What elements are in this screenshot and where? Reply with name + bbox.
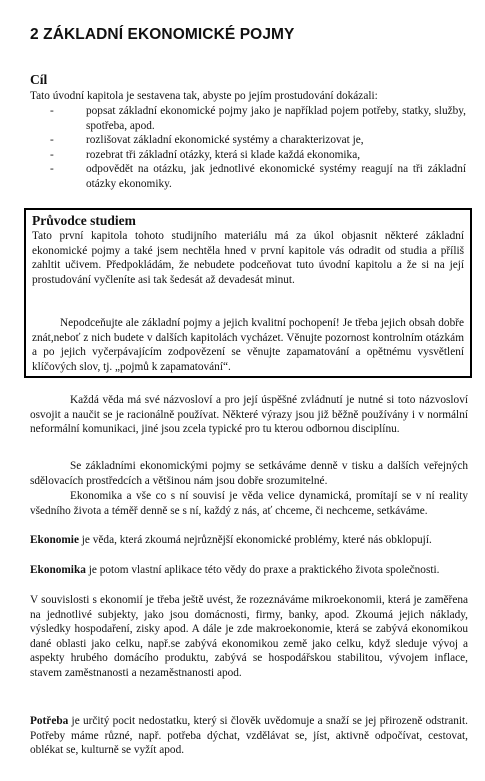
body-paragraph: Ekonomika a vše co s ní souvisí je věda velice dynamická, promítají se v ní reality všedního života a téměř denně se s ní, každý z nás, ať chceme, či nechceme, setkáváme. bbox=[30, 490, 468, 517]
goal-item-text: rozebrat tři základní otázky, která si klade každá ekonomika, bbox=[86, 148, 361, 161]
goal-intro: Tato úvodní kapitola je sestavena tak, abyste po jejím prostudování dokázali: bbox=[30, 90, 378, 102]
goal-item bbox=[30, 104, 466, 133]
body-paragraph: Každá věda má své názvosloví a pro její úspěšné zvládnutí je nutné si toto názvosloví osvojit a naučit se je racionálně používat. Některé výrazy jsou již běžně používány i v normální neformální komunikaci, jiné jsou zcela typické pro tu kterou odbornou disciplínu. bbox=[30, 394, 468, 435]
goal-item-text: odpovědět na otázku, jak jednotlivé ekonomické systémy reagují na tři základní otázky ekonomiky. bbox=[86, 163, 466, 190]
chapter-title: 2 ZÁKLADNÍ EKONOMICKÉ POJMY bbox=[30, 26, 295, 43]
dash-bullet: - bbox=[50, 148, 54, 161]
goal-item-text: rozlišovat základní ekonomické systémy a charakterizovat je, bbox=[86, 134, 364, 146]
study-guide-box bbox=[24, 208, 472, 378]
term-potreba: Potřeba bbox=[30, 715, 69, 727]
definition-text: je věda, která zkoumá nejrůznější ekonomické problémy, které nás obklopují. bbox=[78, 534, 432, 546]
body-paragraph: Se základními ekonomickými pojmy se setkáváme denně v tisku a dalších veřejných sdělovacích prostředcích a většinou nám jsou dobře srozumitelné. bbox=[30, 460, 468, 487]
study-guide-paragraph: Tato první kapitola tohoto studijního materiálu má za úkol objasnit některé základní ekonomické pojmy a také jsem nechtěla hned v první kapitole vás odradit od studia a příliš zahltit učivem. Předpokládám, že nebudete podceňovat tuto úvodní kapitolu a že si na její prostudování vyčleníte asi tak šedesát až devadesát minut. bbox=[32, 230, 464, 286]
dash-bullet: - bbox=[50, 134, 54, 146]
study-guide-paragraph: Nepodceňujte ale základní pojmy a jejich kvalitní pochopení! Je třeba jejich obsah dobře znát,neboť z nich budete v dalších kapitolách vycházet. Věnujte pozornost kontrolním otázkám a po jejich vyčerpávajícím zodpovězení se věnujte zapamatování a opětnému vysvětlení klíčových slov, tj. „pojmů k zapamatování“. bbox=[32, 317, 464, 373]
goal-item-text: popsat základní ekonomické pojmy jako je například pojem potřeby, statky, služby, spotřeba, apod. bbox=[86, 105, 466, 132]
definition-potreba bbox=[30, 714, 468, 758]
study-guide-title: Průvodce studiem bbox=[32, 213, 136, 228]
definition-ekonomika bbox=[30, 563, 468, 578]
term-ekonomika: Ekonomika bbox=[30, 564, 86, 576]
goal-item bbox=[30, 133, 466, 148]
definition-ekonomie bbox=[30, 533, 468, 548]
term-ekonomie: Ekonomie bbox=[30, 534, 79, 546]
goal-list bbox=[30, 104, 466, 191]
definition-text: je potom vlastní aplikace této vědy do praxe a praktického života společnosti. bbox=[85, 564, 440, 576]
dash-bullet: - bbox=[50, 105, 54, 117]
definition-text: je určitý pocit nedostatku, který si člověk uvědomuje a snaží se jej přirozeně odstranit. Potřeby máme různé, např. potřeba dýchat, vzdělávat se, jíst, aktivně odpočívat, cestovat, oblékat se, kulturně se vyžít apod. bbox=[30, 715, 468, 756]
goal-item bbox=[30, 148, 466, 163]
body-paragraph: V souvislosti s ekonomií je třeba ještě uvést, že rozeznáváme mikroekonomii, která je zaměřena na jednotlivé subjekty, jako jsou domácnosti, firmy, banky, apod. Zkoumá jejich náklady, výsledky hospodaření, zisky apod. A dále je zde makroekonomie, která se zabývá ekonomikou dané oblasti jako celku, např.se zabývá ekonomikou země jako celku, když sleduje vývoj a aspekty hrubého domácího produktu, zabývá se hospodářskou stabilitou, vývojem inflace, stavem zaměstnanosti a nezaměstnanosti apod. bbox=[30, 594, 468, 679]
goal-section-title: Cíl bbox=[30, 72, 48, 87]
goal-item bbox=[30, 162, 466, 191]
dash-bullet: - bbox=[50, 163, 54, 175]
